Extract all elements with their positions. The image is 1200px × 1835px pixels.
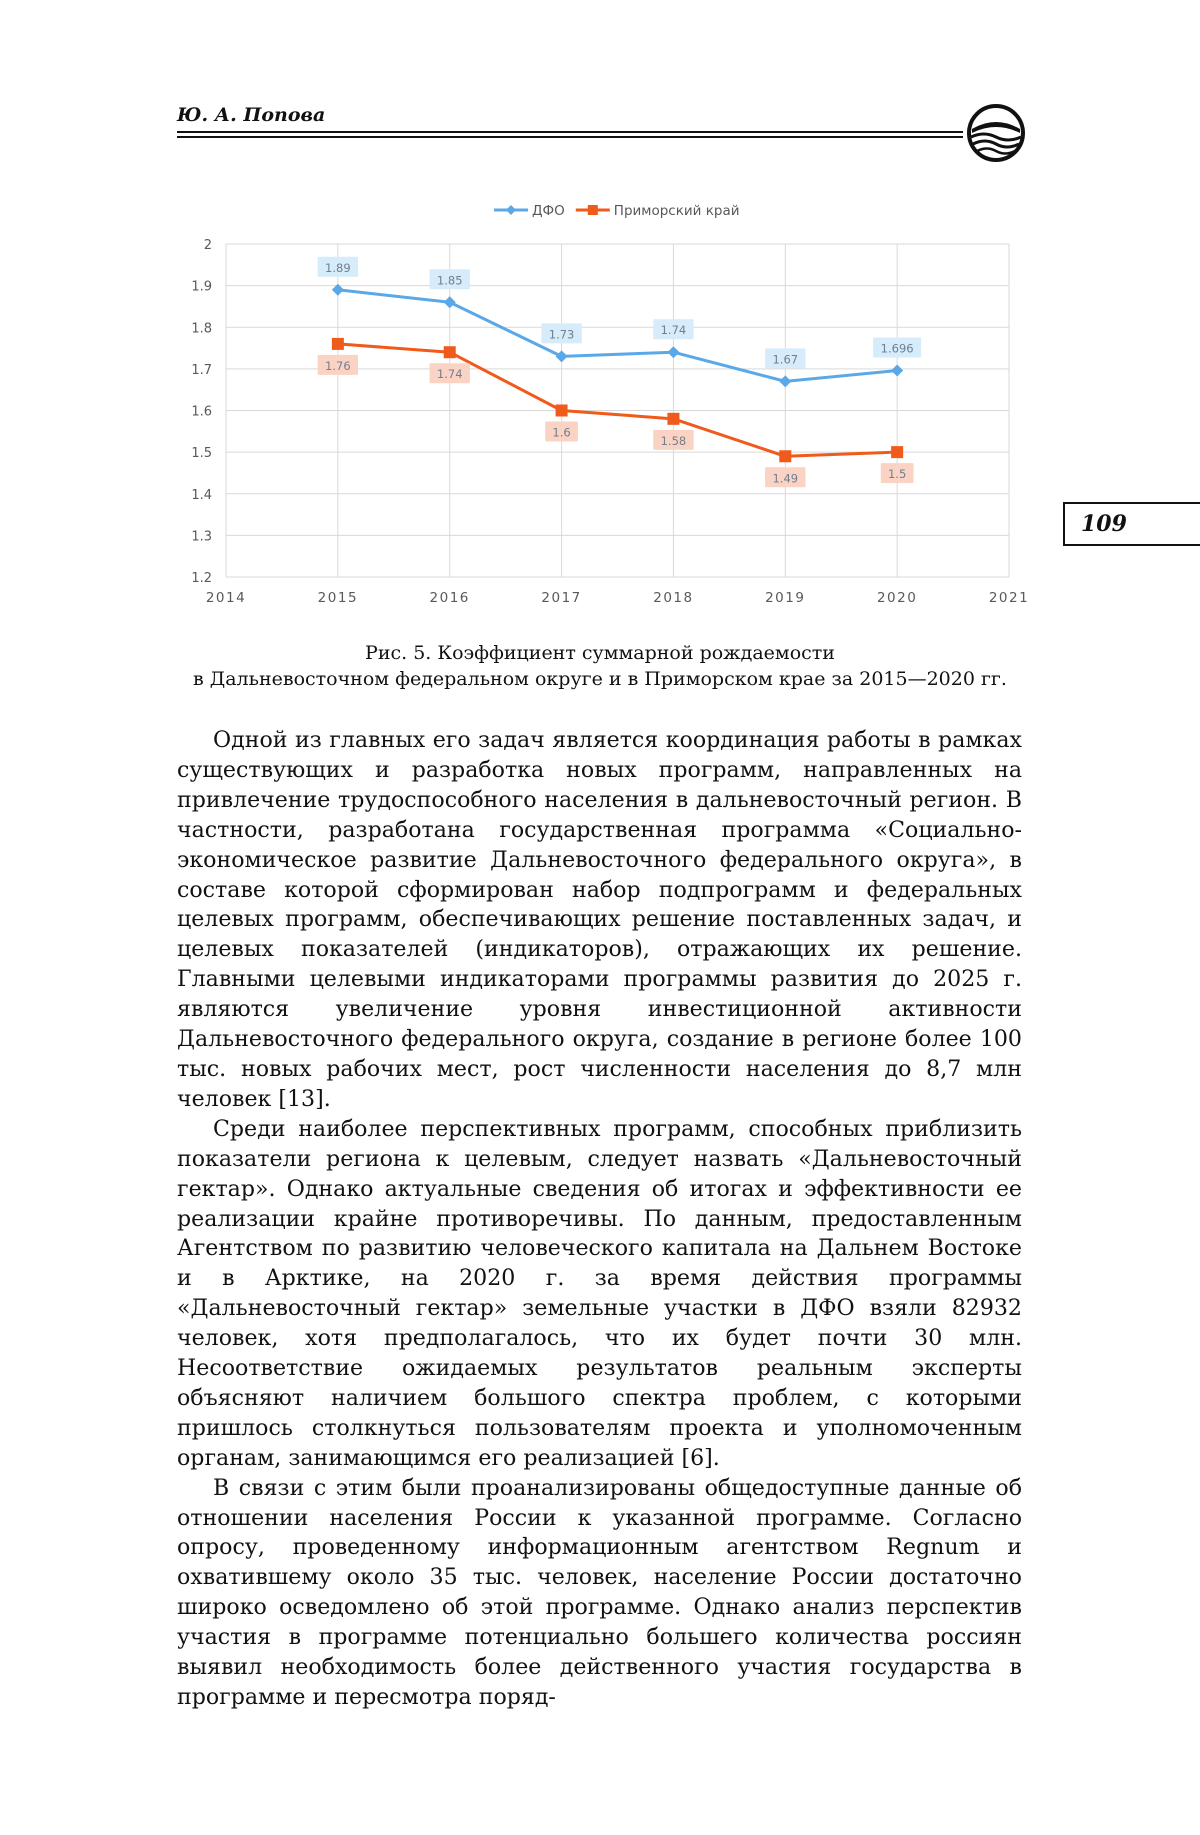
data-point: [667, 413, 679, 425]
data-label: 1.76: [325, 358, 351, 373]
series-line: [338, 290, 897, 382]
paragraph: Одной из главных его задач является координация работы в рамках существующих и разработка новых программ, направленных на привлечение трудоспособного населения в дальневосточный регион. В частности, разработана государственная программа «Социально-экономическое развитие Дальневосточного федерального округа», в составе которой сформирован набор подпрограмм и федеральных целевых программ, обеспечивающих решение поставленных задач, и целевых показателей (индикаторов), отражающих их решение. Главными целевыми индикаторами программы развития до 2025 г. являются увеличение уровня инвестиционной активности Дальневосточного федерального округа, создание в регионе более 100 тыс. новых рабочих мест, рост численности населения до 8,7 млн человек [13].: [177, 727, 1022, 1112]
chart-legend: [494, 203, 740, 219]
data-point: [332, 338, 344, 350]
data-label: 1.85: [436, 273, 463, 288]
data-point: [444, 296, 456, 308]
data-point: [667, 346, 679, 358]
running-header-author: Ю. А. Попова: [177, 104, 326, 126]
legend-marker: [588, 205, 598, 215]
x-tick-label: 2017: [541, 590, 582, 606]
x-tick-label: 2015: [317, 590, 359, 606]
figure-caption: [150, 640, 1050, 692]
y-tick-label: 1.3: [191, 529, 212, 545]
journal-logo-icon: [966, 103, 1026, 163]
chart-series: [332, 284, 903, 463]
data-point: [444, 346, 456, 358]
x-tick-label: 2020: [876, 590, 918, 606]
data-label: 1.5: [887, 467, 907, 482]
paragraph: В связи с этим были проанализированы общедоступные данные об отношении населения России к указанной программе. Согласно опросу, проведенному информационным агентством Regnum и охватившему около 35 тыс. человек, население России достаточно широко осведомлено об этой программе. Однако анализ перспектив участия в программе потенциально большего количества россиян выявил необходимость более действенного участия государства в программе и пересмотра поряд-: [177, 1474, 1022, 1710]
body-text: [177, 726, 1022, 1713]
caption-line-2: в Дальневосточном федеральном округе и в Приморском крае за 2015—2020 гг.: [193, 668, 1007, 690]
y-tick-label: 1.8: [191, 321, 212, 337]
page-number: 109: [1063, 502, 1200, 546]
y-tick-label: 2: [203, 238, 212, 253]
data-label: 1.73: [548, 327, 575, 342]
header-rule-bottom: [177, 136, 963, 138]
y-tick-label: 1.4: [191, 487, 212, 503]
fertility-line-chart: [177, 198, 1037, 618]
data-label: 1.6: [552, 425, 571, 440]
legend-label: Приморский край: [613, 203, 740, 219]
y-tick-label: 1.5: [191, 446, 212, 462]
x-tick-label: 2014: [205, 590, 247, 606]
y-tick-label: 1.2: [191, 571, 212, 586]
data-label: 1.74: [436, 367, 463, 382]
data-label: 1.696: [880, 341, 914, 356]
x-tick-label: 2016: [429, 590, 470, 606]
legend-label: ДФО: [532, 203, 565, 219]
chart-axes: [191, 238, 1029, 606]
data-label: 1.74: [660, 323, 687, 338]
data-label: 1.67: [772, 352, 799, 367]
data-point: [556, 405, 568, 417]
series-line: [338, 344, 897, 456]
data-label: 1.89: [325, 260, 351, 275]
x-tick-label: 2019: [765, 590, 806, 606]
chart-grid: [226, 244, 1009, 577]
chart-data-labels: [318, 257, 921, 488]
data-point: [556, 350, 568, 362]
header-rule-top: [177, 131, 963, 133]
legend-marker: [506, 205, 516, 215]
data-label: 1.58: [660, 433, 687, 448]
paragraph: Среди наиболее перспективных программ, способных приблизить показатели региона к целевым, следует назвать «Дальневосточный гектар». Однако актуальные сведения об итогах и эффективности ее реализации крайне противоречивы. По данным, предоставленным Агентством по развитию человеческого капитала на Дальнем Востоке и в Арктике, на 2020 г. за время действия программы «Дальневосточный гектар» земельные участки в ДФО взяли 82932 человек, хотя предполагалось, что их будет почти 30 млн. Несоответствие ожидаемых результатов реальным эксперты объясняют наличием большого спектра проблем, с которыми пришлось столкнуться пользователям проекта и уполномоченным органам, занимающимся его реализацией [6].: [177, 1115, 1022, 1471]
data-point: [779, 450, 791, 462]
data-point: [891, 446, 903, 458]
data-point: [779, 375, 791, 387]
caption-line-1: Рис. 5. Коэффициент суммарной рождаемости: [365, 642, 835, 664]
x-tick-label: 2018: [653, 590, 694, 606]
y-tick-label: 1.7: [191, 362, 212, 378]
y-tick-label: 1.9: [191, 279, 212, 295]
data-point: [891, 365, 903, 377]
data-label: 1.49: [772, 471, 799, 486]
x-tick-label: 2021: [988, 590, 1030, 606]
y-tick-label: 1.6: [191, 404, 212, 420]
